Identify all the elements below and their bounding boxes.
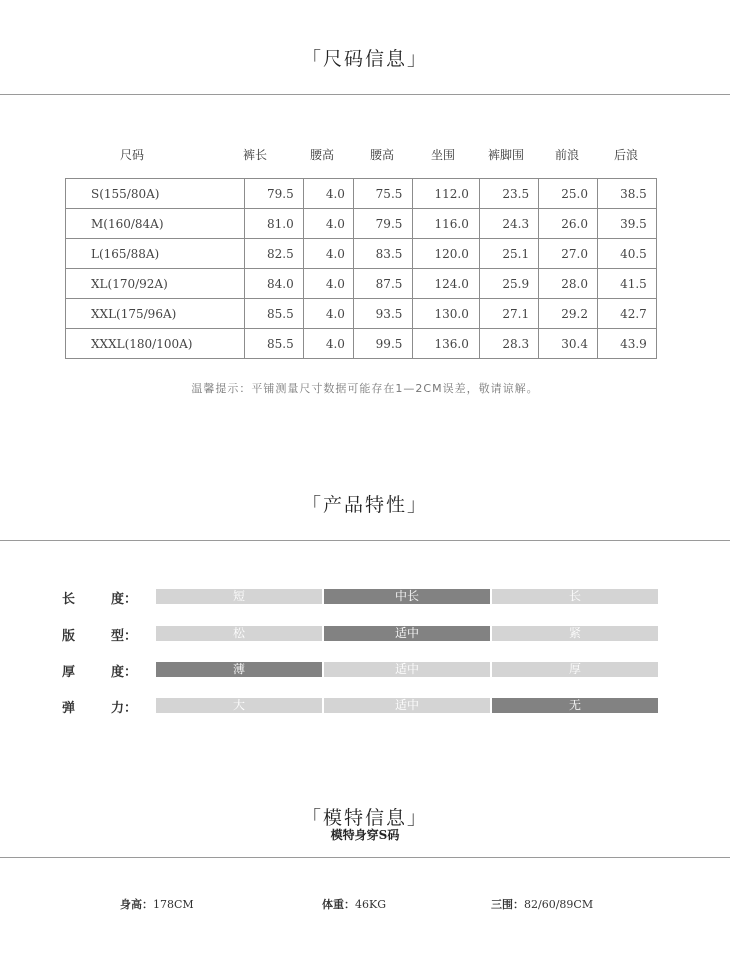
measurement-cell: 120.0 xyxy=(412,239,480,269)
measurement-cell: 87.5 xyxy=(353,269,412,299)
measurement-cell: 4.0 xyxy=(303,209,353,239)
header-size: 尺码 xyxy=(119,148,145,162)
model-subtitle: 模特身穿S码 xyxy=(330,828,400,842)
feature-option-selected: 无 xyxy=(492,698,658,713)
feature-option: 短 xyxy=(156,589,322,604)
measurement-cell: 85.5 xyxy=(245,299,304,329)
measurement-cell: 136.0 xyxy=(412,329,480,359)
measurement-cell: 38.5 xyxy=(598,179,657,209)
size-table-header xyxy=(0,146,730,162)
feature-option: 紧 xyxy=(492,626,658,641)
feature-label-second: 度： xyxy=(110,592,137,607)
measurement-cell: 25.1 xyxy=(480,239,539,269)
feature-label xyxy=(62,588,137,607)
measurement-cell: 4.0 xyxy=(303,299,353,329)
feature-option: 大 xyxy=(156,698,322,713)
model-weight-value: 46KG xyxy=(355,898,387,911)
model-height-label: 身高： xyxy=(120,898,153,911)
header-hip: 坐围 xyxy=(430,148,456,162)
measurement-cell: 99.5 xyxy=(353,329,412,359)
feature-section-divider xyxy=(0,540,730,541)
measurement-cell: 41.5 xyxy=(598,269,657,299)
table-row xyxy=(66,179,657,209)
measurement-cell: 79.5 xyxy=(353,209,412,239)
size-cell: XL(170/92A) xyxy=(66,269,245,299)
feature-label-second: 力： xyxy=(110,701,137,716)
feature-label-first: 弹 xyxy=(62,701,76,716)
feature-label xyxy=(62,697,137,716)
model-measurements-label: 三围： xyxy=(491,898,524,911)
table-row xyxy=(66,299,657,329)
header-pant-length: 裤长 xyxy=(242,148,268,162)
measurement-cell: 29.2 xyxy=(539,299,598,329)
header-waist-height-2: 腰高 xyxy=(369,148,395,162)
size-table xyxy=(65,178,657,359)
measurement-cell: 79.5 xyxy=(245,179,304,209)
feature-section-title: 「产品特性」 xyxy=(301,494,428,516)
size-section-title: 「尺码信息」 xyxy=(301,48,428,70)
model-section-title: 「模特信息」 xyxy=(301,807,428,829)
table-row xyxy=(66,269,657,299)
measurement-cell: 130.0 xyxy=(412,299,480,329)
feature-row xyxy=(0,626,730,642)
size-cell: M(160/84A) xyxy=(66,209,245,239)
model-height-value: 178CM xyxy=(153,898,194,911)
feature-label-first: 版 xyxy=(62,629,76,644)
measurement-cell: 40.5 xyxy=(598,239,657,269)
feature-option: 适中 xyxy=(324,662,490,677)
model-measurements-value: 82/60/89CM xyxy=(524,898,594,911)
feature-label xyxy=(62,625,137,644)
measurement-cell: 4.0 xyxy=(303,269,353,299)
model-height xyxy=(120,896,194,912)
model-section-divider xyxy=(0,857,730,858)
measurement-cell: 85.5 xyxy=(245,329,304,359)
measurement-cell: 4.0 xyxy=(303,239,353,269)
measurement-cell: 81.0 xyxy=(245,209,304,239)
measurement-cell: 25.9 xyxy=(480,269,539,299)
feature-label xyxy=(62,661,137,680)
measurement-cell: 43.9 xyxy=(598,329,657,359)
measurement-cell: 124.0 xyxy=(412,269,480,299)
measurement-cell: 93.5 xyxy=(353,299,412,329)
measurement-cell: 75.5 xyxy=(353,179,412,209)
size-cell: XXL(175/96A) xyxy=(66,299,245,329)
measurement-cell: 26.0 xyxy=(539,209,598,239)
size-section-divider xyxy=(0,94,730,95)
measurement-cell: 116.0 xyxy=(412,209,480,239)
header-waist-height-1: 腰高 xyxy=(309,148,335,162)
measurement-cell: 112.0 xyxy=(412,179,480,209)
feature-row xyxy=(0,662,730,678)
feature-option: 适中 xyxy=(324,698,490,713)
size-cell: XXXL(180/100A) xyxy=(66,329,245,359)
measurement-cell: 42.7 xyxy=(598,299,657,329)
model-measurements xyxy=(491,896,593,912)
measurement-cell: 4.0 xyxy=(303,179,353,209)
model-weight xyxy=(322,896,386,912)
feature-row xyxy=(0,698,730,714)
measurement-cell: 23.5 xyxy=(480,179,539,209)
size-cell: L(165/88A) xyxy=(66,239,245,269)
feature-option-selected: 中长 xyxy=(324,589,490,604)
measurement-cell: 27.1 xyxy=(480,299,539,329)
header-front-rise: 前浪 xyxy=(554,148,580,162)
measurement-tip: 温馨提示：平铺测量尺寸数据可能存在1—2CM误差，敬请谅解。 xyxy=(191,382,539,395)
feature-option-selected: 适中 xyxy=(324,626,490,641)
measurement-cell: 28.0 xyxy=(539,269,598,299)
table-row xyxy=(66,239,657,269)
feature-option: 厚 xyxy=(492,662,658,677)
header-leg-opening: 裤脚围 xyxy=(487,148,525,162)
feature-label-second: 型： xyxy=(110,629,137,644)
measurement-cell: 83.5 xyxy=(353,239,412,269)
table-row xyxy=(66,329,657,359)
feature-row xyxy=(0,589,730,605)
table-row xyxy=(66,209,657,239)
measurement-cell: 30.4 xyxy=(539,329,598,359)
measurement-cell: 28.3 xyxy=(480,329,539,359)
measurement-cell: 39.5 xyxy=(598,209,657,239)
measurement-cell: 25.0 xyxy=(539,179,598,209)
measurement-cell: 27.0 xyxy=(539,239,598,269)
feature-label-first: 厚 xyxy=(62,665,76,680)
measurement-cell: 82.5 xyxy=(245,239,304,269)
model-weight-label: 体重： xyxy=(322,898,355,911)
measurement-cell: 84.0 xyxy=(245,269,304,299)
size-cell: S(155/80A) xyxy=(66,179,245,209)
measurement-cell: 24.3 xyxy=(480,209,539,239)
header-back-rise: 后浪 xyxy=(613,148,639,162)
feature-option: 松 xyxy=(156,626,322,641)
feature-label-second: 度： xyxy=(110,665,137,680)
measurement-cell: 4.0 xyxy=(303,329,353,359)
feature-option: 长 xyxy=(492,589,658,604)
feature-label-first: 长 xyxy=(62,592,76,607)
feature-option-selected: 薄 xyxy=(156,662,322,677)
